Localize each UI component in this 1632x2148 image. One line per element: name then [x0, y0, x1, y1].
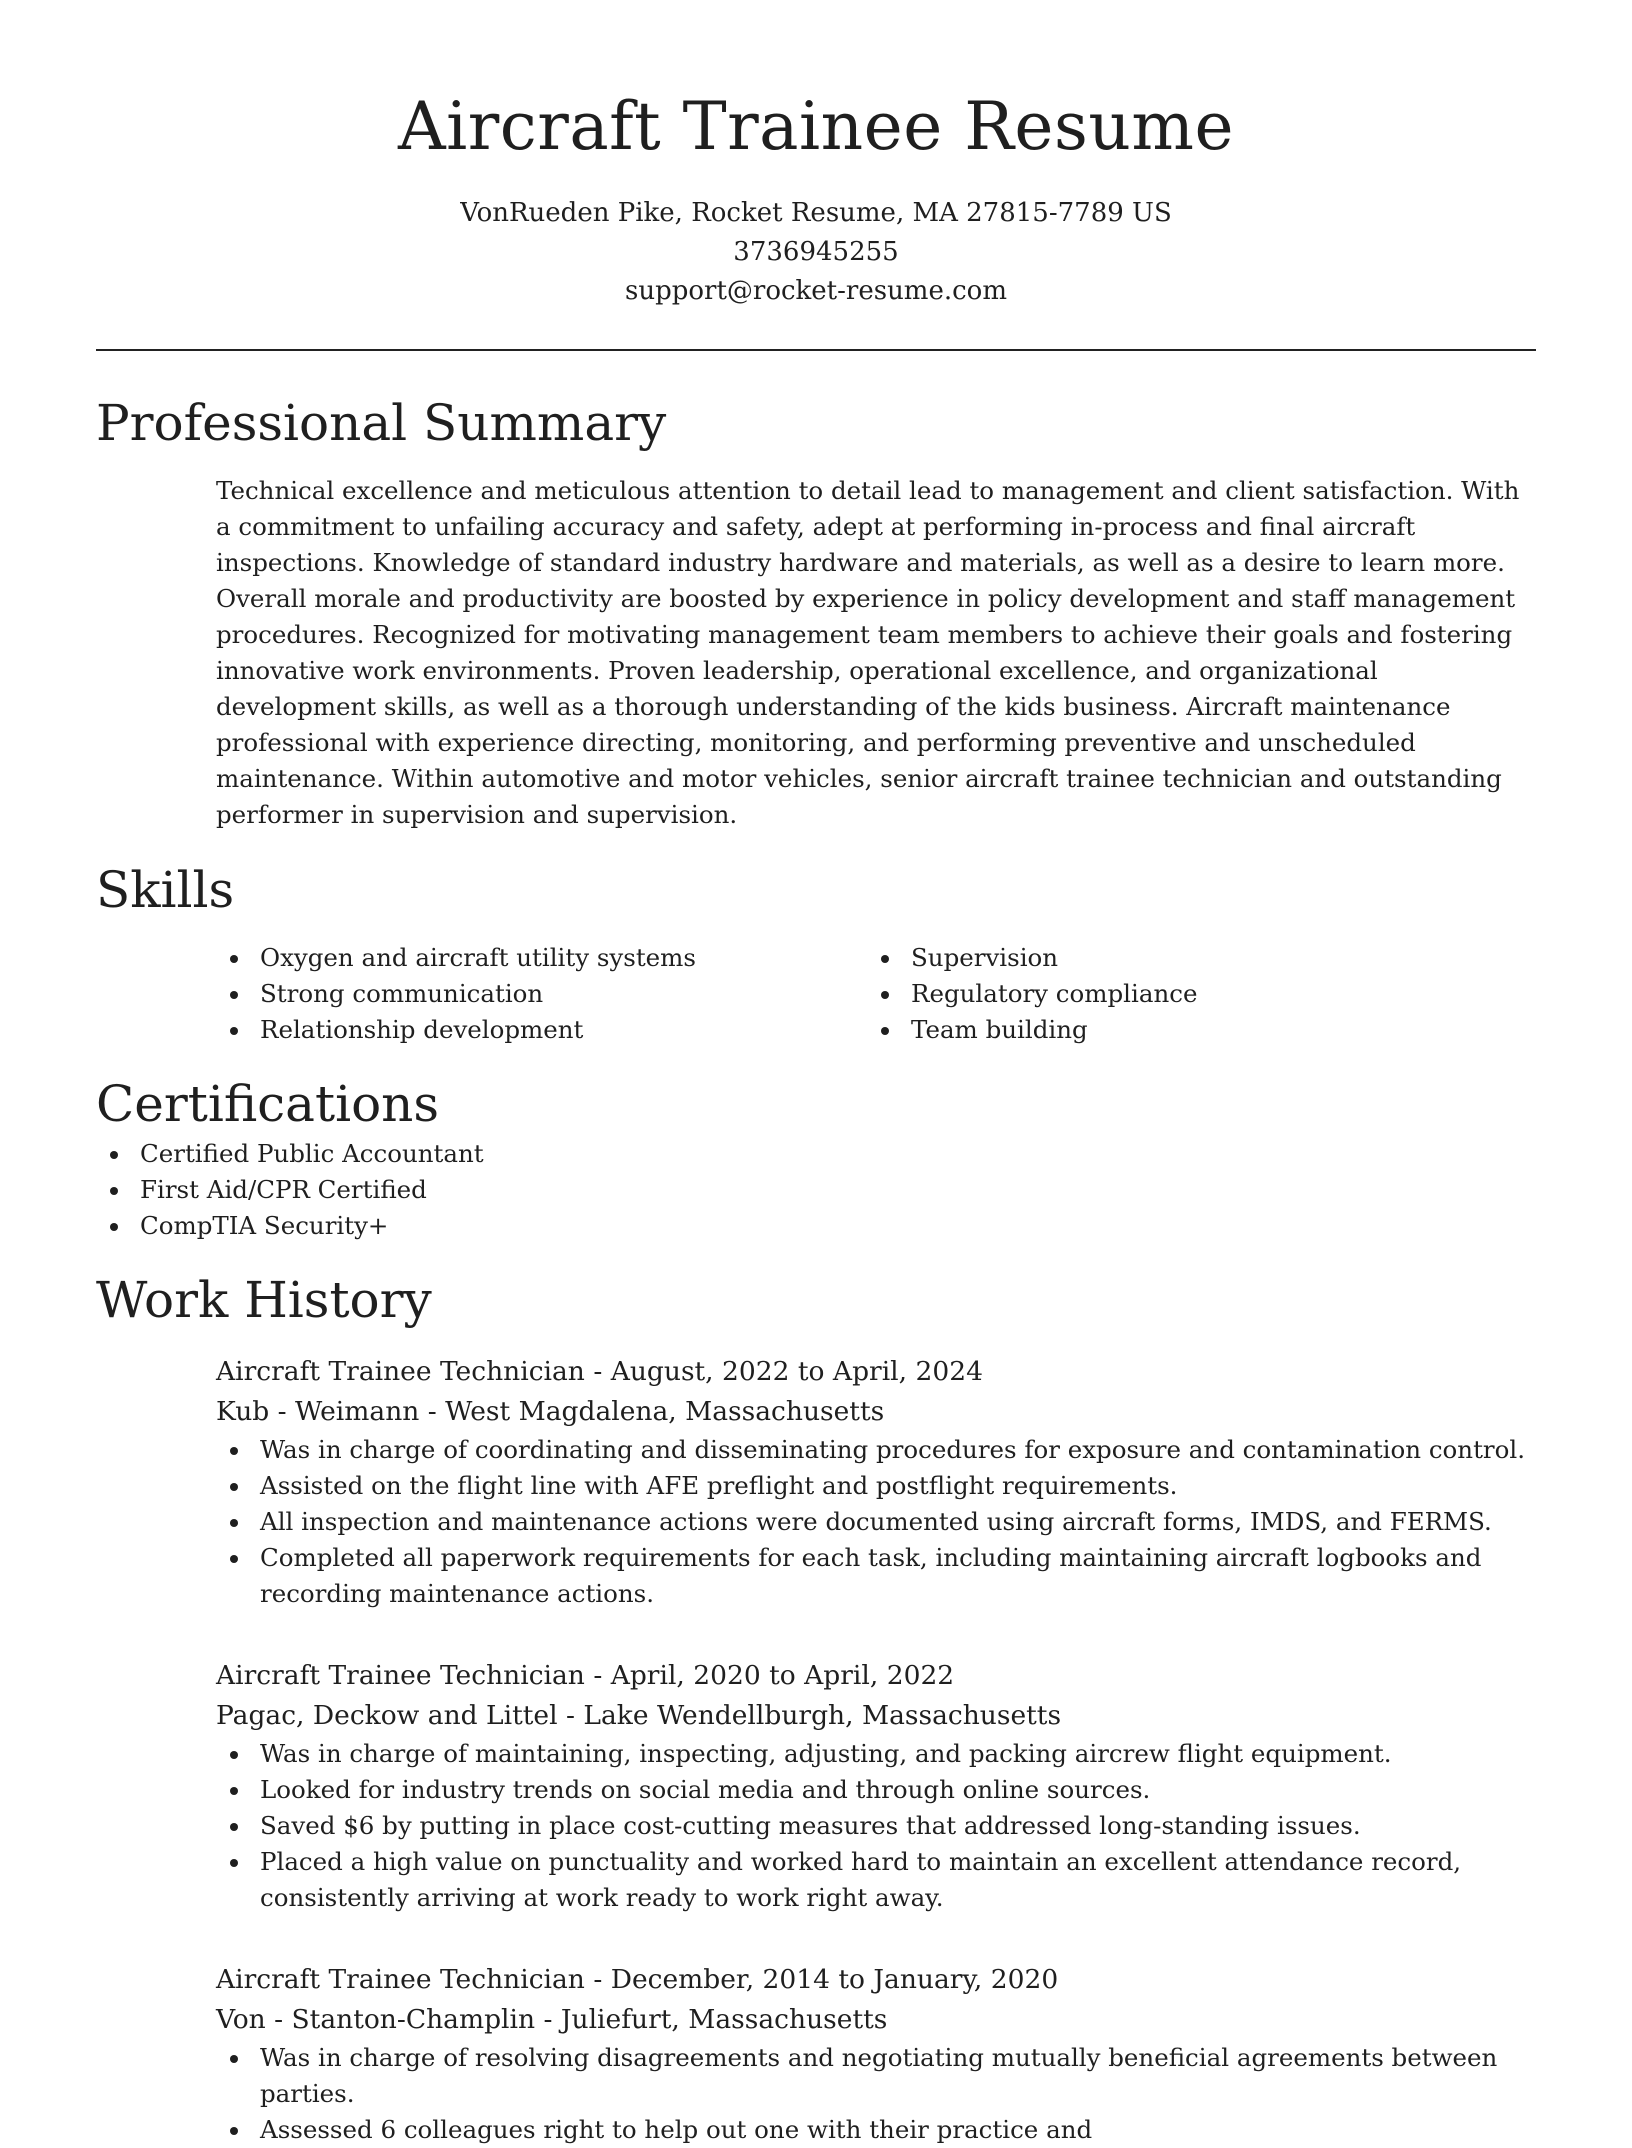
job-responsibilities — [216, 1736, 1536, 1916]
job-responsibilities — [216, 2040, 1536, 2148]
job-company-line: Pagac, Deckow and Littel - Lake Wendellburgh, Massachusetts — [216, 1699, 1062, 1731]
job-entry — [216, 1656, 1536, 1916]
job-bullet: Looked for industry trends on social media and through online sources. — [216, 1772, 1536, 1808]
job-title: Aircraft Trainee Technician — [216, 1659, 585, 1691]
job-location: West Magdalena, Massachusetts — [445, 1395, 885, 1427]
job-company: Von - Stanton-Champlin — [216, 2003, 536, 2035]
job-bullet: Was in charge of maintaining, inspecting, adjusting, and packing aircrew flight equipment. — [216, 1736, 1536, 1772]
contact-phone: 3736945255 — [733, 237, 899, 267]
job-title: Aircraft Trainee Technician — [216, 1963, 585, 1995]
job-entry — [216, 1352, 1536, 1612]
job-company-line: Von - Stanton-Champlin - Juliefurt, Massachusetts — [216, 2003, 888, 2035]
skills-column-right — [867, 940, 1518, 1048]
resume-title: Aircraft Trainee Resume — [397, 88, 1235, 165]
job-title: Aircraft Trainee Technician — [216, 1355, 585, 1387]
certifications-heading: Certifications — [96, 1074, 440, 1133]
resume-header — [96, 0, 1536, 311]
job-title-line: Aircraft Trainee Technician - August, 2022 to April, 2024 — [216, 1355, 983, 1387]
certifications-list — [96, 1136, 1536, 1244]
job-bullet: Assisted on the flight line with AFE preflight and postflight requirements. — [216, 1468, 1536, 1504]
contact-address: VonRueden Pike, Rocket Resume, MA 27815-7789 US — [460, 198, 1172, 228]
certification-item: Certified Public Accountant — [96, 1136, 1536, 1172]
job-company: Pagac, Deckow and Littel — [216, 1699, 558, 1731]
job-bullet: Saved $6 by putting in place cost-cutting measures that addressed long-standing issues. — [216, 1808, 1536, 1844]
certification-item: CompTIA Security+ — [96, 1208, 1536, 1244]
job-dates: December, 2014 to January, 2020 — [610, 1963, 1059, 1995]
job-responsibilities — [216, 1432, 1536, 1612]
job-title-line: Aircraft Trainee Technician - April, 2020 to April, 2022 — [216, 1659, 955, 1691]
job-location: Lake Wendellburgh, Massachusetts — [583, 1699, 1062, 1731]
skills-column-left — [216, 940, 867, 1048]
skill-item: Team building — [867, 1012, 1518, 1048]
skill-item: Oxygen and aircraft utility systems — [216, 940, 867, 976]
skill-item: Relationship development — [216, 1012, 867, 1048]
job-company: Kub - Weimann — [216, 1395, 420, 1427]
contact-email: support@rocket-resume.com — [624, 276, 1007, 306]
skills-list — [216, 940, 1536, 1048]
job-bullet: All inspection and maintenance actions were documented using aircraft forms, IMDS, and FERMS. — [216, 1504, 1536, 1540]
job-location: Juliefurt, Massachusetts — [560, 2003, 888, 2035]
job-bullet: Was in charge of resolving disagreements and negotiating mutually beneficial agreements between parties. — [216, 2040, 1536, 2112]
certification-item: First Aid/CPR Certified — [96, 1172, 1536, 1208]
job-bullet: Was in charge of coordinating and disseminating procedures for exposure and contamination control. — [216, 1432, 1536, 1468]
job-entry — [216, 1960, 1536, 2148]
skill-item: Supervision — [867, 940, 1518, 976]
contact-block — [96, 194, 1536, 311]
job-company-line: Kub - Weimann - West Magdalena, Massachusetts — [216, 1395, 885, 1427]
job-dates: April, 2020 to April, 2022 — [610, 1659, 955, 1691]
job-bullet: Assessed 6 colleagues right to help out one with their practice and — [216, 2112, 1536, 2148]
skills-heading: Skills — [96, 860, 235, 919]
job-bullet: Completed all paperwork requirements for each task, including maintaining aircraft logbooks and recording maintenance actions. — [216, 1540, 1536, 1612]
work-history-heading: Work History — [96, 1270, 432, 1329]
summary-text: Technical excellence and meticulous attention to detail lead to management and client satisfaction. With a commitment to unfailing accuracy and safety, adept at performing in-process and final aircraft inspections. Knowledge of standard industry hardware and materials, as well as a desire to learn more. Overall morale and productivity are boosted by experience in policy development and staff management procedures. Recognized for motivating management team members to achieve their goals and fostering innovative work environments. Proven leadership, operational excellence, and organizational development skills, as well as a thorough understanding of the kids business. Aircraft maintenance professional with experience directing, monitoring, and performing preventive and unscheduled maintenance. Within automotive and motor vehicles, senior aircraft trainee technician and outstanding performer in supervision and supervision. — [216, 476, 1520, 829]
summary-heading: Professional Summary — [96, 394, 667, 452]
skill-item: Regulatory compliance — [867, 976, 1518, 1012]
job-bullet: Placed a high value on punctuality and worked hard to maintain an excellent attendance record, consistently arriving at work ready to work right away. — [216, 1844, 1536, 1916]
resume-page — [96, 0, 1536, 2148]
job-title-line: Aircraft Trainee Technician - December, 2014 to January, 2020 — [216, 1963, 1059, 1995]
job-dates: August, 2022 to April, 2024 — [610, 1355, 983, 1387]
header-divider — [96, 349, 1536, 351]
skill-item: Strong communication — [216, 976, 867, 1012]
